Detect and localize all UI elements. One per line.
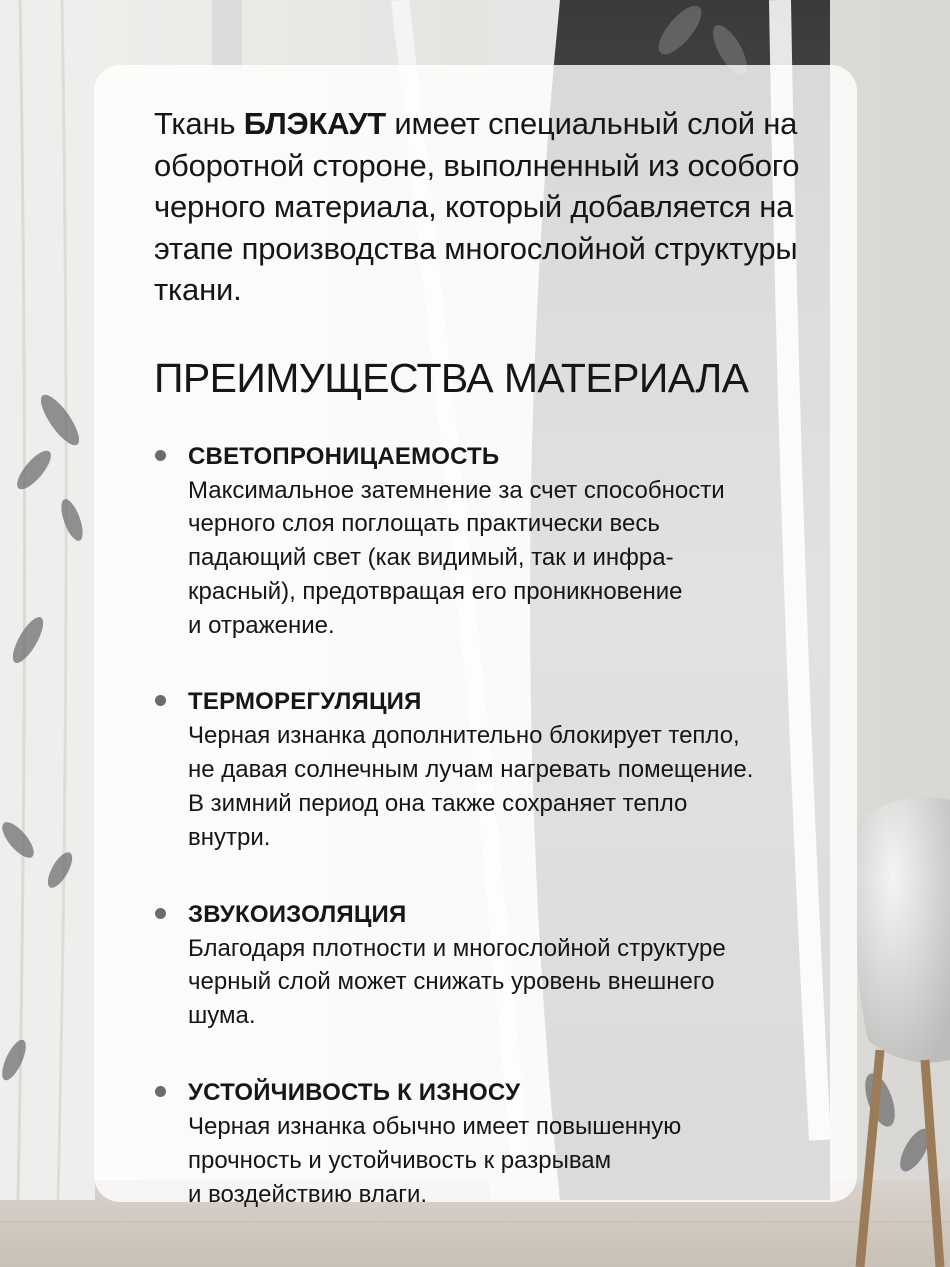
info-card — [94, 65, 857, 1208]
bullet-icon — [155, 695, 166, 706]
feature-title: ТЕРМОРЕГУЛЯЦИЯ — [188, 688, 422, 716]
intro-text-rest: имеет специальный слой на оборотной стороне, выполненный из особого черного материала, который добавляется на этапе производства многослойной структуры ткани. — [154, 106, 800, 307]
feature-title: СВЕТОПРОНИЦАЕМОСТЬ — [188, 442, 500, 470]
list-item-wear-resistance — [154, 1078, 817, 1211]
list-item-light-blocking — [154, 442, 817, 643]
intro-paragraph — [154, 103, 817, 311]
feature-description: Максимальное затемнение за счет способности черного слоя поглощать практически весь падающий свет (как видимый, так и инфра- красный), предотвращая его проникновение и отражение. — [188, 476, 725, 639]
feature-description: Черная изнанка дополнительно блокирует тепло, не давая солнечным лучам нагревать помещение. В зимний период она также сохраняет тепло внутри. — [188, 722, 754, 851]
list-item-sound-insulation — [154, 900, 817, 1033]
feature-list — [154, 442, 817, 1212]
bullet-icon — [155, 908, 166, 919]
feature-description: Черная изнанка обычно имеет повышенную прочность и устойчивость к разрывам и воздействию влаги. — [188, 1113, 682, 1208]
feature-title: УСТОЙЧИВОСТЬ К ИЗНОСУ — [188, 1079, 521, 1107]
list-item-thermoregulation — [154, 687, 817, 854]
bullet-icon — [155, 450, 166, 461]
feature-description: Благодаря плотности и многослойной структуре черный слой может снижать уровень внешнего шума. — [188, 934, 726, 1030]
intro-highlight: БЛЭКАУТ — [243, 106, 387, 141]
bullet-icon — [155, 1086, 166, 1097]
feature-title: ЗВУКОИЗОЛЯЦИЯ — [188, 900, 407, 928]
section-heading: ПРЕИМУЩЕСТВА МАТЕРИАЛА — [154, 354, 749, 401]
intro-text-start: Ткань — [154, 106, 244, 141]
